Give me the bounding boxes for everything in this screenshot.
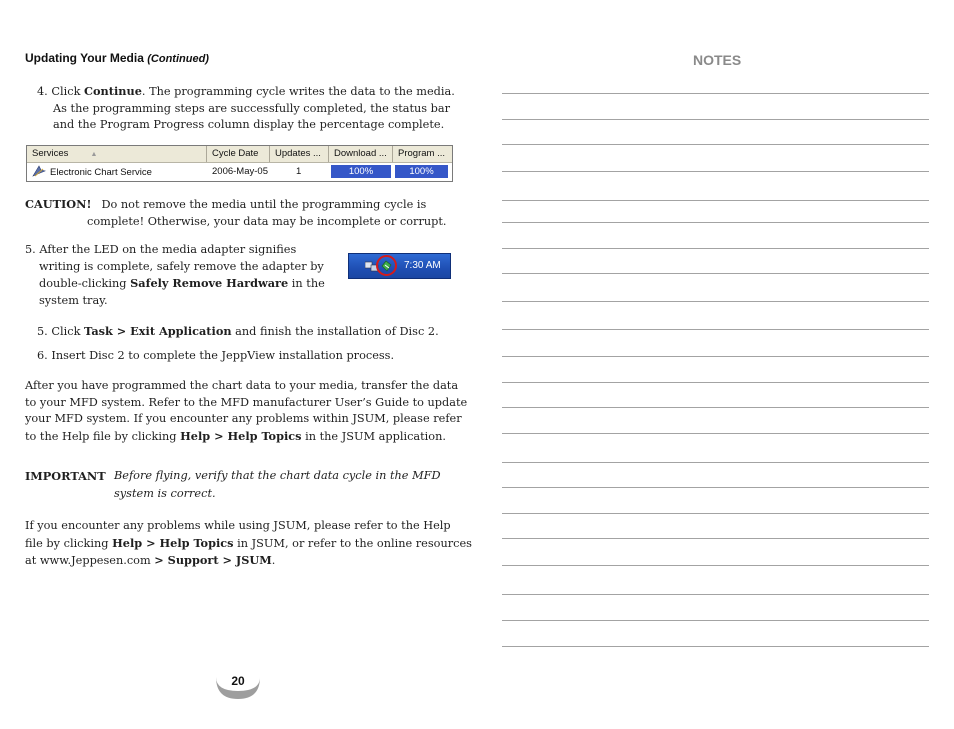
highlight-ring	[376, 255, 397, 276]
caution-line1: Do not remove the media until the programming cycle is	[101, 198, 427, 211]
column-header-download[interactable]: Download ...	[329, 146, 393, 162]
program-progress-bar: 100%	[395, 165, 448, 178]
column-header-updates[interactable]: Updates ...	[270, 146, 329, 162]
step-5-number: 5.	[25, 243, 36, 256]
step-5b-number: 5.	[37, 325, 48, 338]
page-number: 20	[231, 674, 245, 688]
jeppesen-website[interactable]: at www.Jeppesen.com	[25, 554, 151, 568]
cell-service: Electronic Chart Service	[27, 165, 207, 178]
heading-continued: (Continued)	[147, 53, 209, 65]
cell-download	[329, 165, 393, 178]
note-line	[502, 513, 929, 514]
step-4-line3: and the Program Progress column display the percentage complete.	[53, 118, 445, 132]
table-header	[27, 146, 452, 163]
note-line	[502, 222, 929, 223]
step-6-number: 6.	[37, 349, 48, 362]
step-5-line3: double-clicking Safely Remove Hardware in the	[39, 276, 325, 291]
support-jsum-path: > Support > JSUM	[154, 553, 272, 568]
note-line	[502, 407, 929, 408]
services-table	[26, 145, 453, 182]
chart-service-icon	[32, 165, 46, 177]
sort-arrow-icon: ▲	[90, 151, 98, 158]
note-line	[502, 93, 929, 94]
cell-program	[393, 165, 450, 178]
note-line	[502, 356, 929, 357]
note-line	[502, 273, 929, 274]
step-4-rest: . The programming cycle writes the data to the media.	[141, 85, 455, 98]
download-progress-bar: 100%	[331, 165, 391, 178]
help-topics-menu-path-2: Help > Help Topics	[112, 535, 234, 550]
note-line	[502, 382, 929, 383]
help-topics-menu-path: Help > Help Topics	[180, 428, 302, 443]
step-6-text: Insert Disc 2 to complete the JeppView installation process.	[51, 349, 395, 362]
note-line	[502, 594, 929, 595]
system-tray	[348, 253, 451, 279]
step-5-line4: system tray.	[39, 293, 108, 307]
note-line	[502, 433, 929, 434]
important-line1: Before flying, verify that the chart data cycle in the MFD	[114, 469, 441, 482]
step-5-line2: writing is complete, safely remove the adapter by	[39, 259, 324, 273]
note-line	[502, 620, 929, 621]
step-6	[37, 348, 394, 365]
note-line	[502, 248, 929, 249]
note-line	[502, 565, 929, 566]
step-5-line1: After the LED on the media adapter signifies	[39, 243, 297, 256]
note-line	[502, 301, 929, 302]
safely-remove-hardware: Safely Remove Hardware	[130, 276, 289, 291]
column-header-program[interactable]: Program ...	[398, 148, 445, 159]
column-header-cycle-date[interactable]: Cycle Date	[207, 146, 270, 162]
step-5-remove	[25, 242, 325, 309]
step-4-continue: Continue	[84, 84, 142, 98]
heading-title: Updating Your Media	[25, 51, 144, 65]
note-line	[502, 329, 929, 330]
tray-clock[interactable]: 7:30 AM	[404, 260, 441, 271]
note-line	[502, 487, 929, 488]
paragraph-transfer: After you have programmed the chart data to your media, transfer the data to your MFD system. Refer to the MFD manufacturer User’s Guide to update your MFD system. If you encounter any problems within JSUM, please refer to the Help file by clicking Help > Help Topics in the JSUM application.	[25, 379, 468, 443]
step-4-number: 4.	[37, 85, 48, 98]
cell-updates: 1	[296, 166, 302, 177]
notes-title: NOTES	[693, 52, 742, 68]
caution-note	[25, 196, 446, 230]
cell-cycle-date: 2006-May-05	[212, 166, 268, 177]
note-line	[502, 462, 929, 463]
caution-line2: complete! Otherwise, your data may be incomplete or corrupt.	[87, 214, 447, 228]
step-4-pre: Click	[51, 85, 81, 98]
note-line	[502, 538, 929, 539]
note-line	[502, 200, 929, 201]
important-note	[25, 468, 441, 502]
task-exit-application: Task > Exit Application	[84, 324, 232, 338]
step-4-line2: As the programming steps are successfully completed, the status bar	[53, 101, 451, 115]
section-heading	[25, 51, 209, 65]
table-row[interactable]	[27, 163, 452, 180]
column-header-services[interactable]: Services ▲	[27, 146, 207, 162]
paragraph-help: If you encounter any problems while using JSUM, please refer to the Help file by clicking Help > Help Topics in JSUM, or refer to the online resources at www.Jeppesen.com > Support > JSUM.	[25, 519, 472, 568]
step-4	[37, 83, 455, 134]
step-5-exit: 5. Click Task > Exit Application and finish the installation of Disc 2.	[37, 324, 439, 338]
note-line	[502, 119, 929, 120]
note-line	[502, 171, 929, 172]
important-label: IMPORTANT	[25, 469, 106, 483]
note-line	[502, 646, 929, 647]
note-line	[502, 144, 929, 145]
important-line2: system is correct.	[114, 486, 216, 500]
caution-label: CAUTION!	[25, 197, 92, 211]
